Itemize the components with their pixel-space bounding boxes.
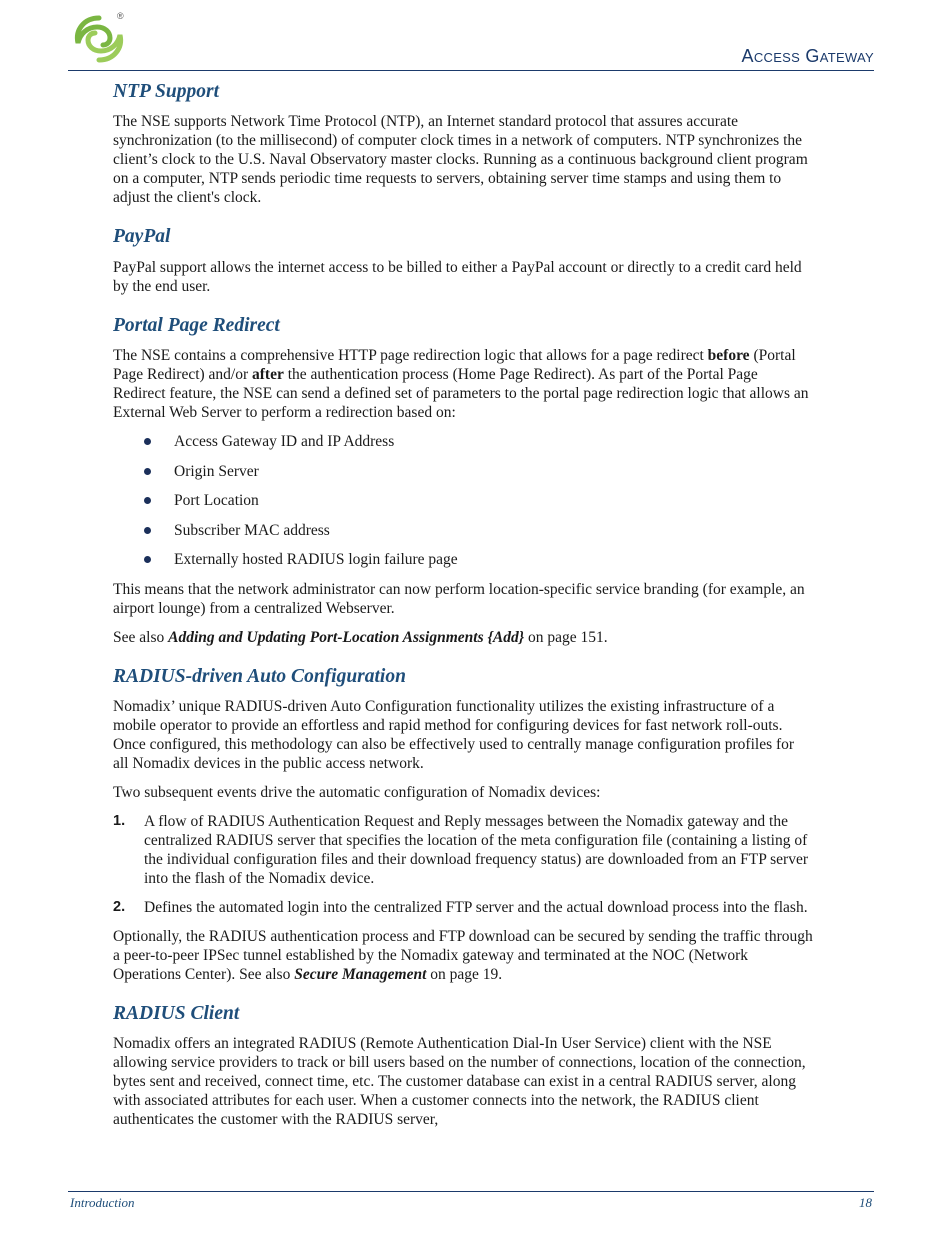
- cross-reference-link[interactable]: Secure Management: [294, 966, 427, 984]
- list-item: [113, 491, 813, 510]
- section-paypal: [113, 225, 813, 295]
- text-run: (Portal Page Redirect) and/or: [113, 347, 796, 384]
- list-item-text: Externally hosted RADIUS login failure page: [174, 551, 458, 569]
- section-heading: RADIUS Client: [113, 1003, 240, 1025]
- section-heading: Portal Page Redirect: [113, 314, 280, 336]
- list-item-text: A flow of RADIUS Authentication Request and Reply messages between the Nomadix gateway and the centralized RADIUS server that specifies the location of the meta configuration file (containing a listing of the individual configuration files and their download frequency status) are downloaded from an FTP server into the flash of the Nomadix device.: [144, 813, 809, 888]
- text-run: on page 19.: [426, 966, 503, 984]
- registered-mark: ®: [117, 11, 124, 21]
- list-item-text: Subscriber MAC address: [174, 521, 330, 539]
- list-item-text: Port Location: [174, 492, 259, 510]
- see-also-paragraph: [113, 628, 813, 647]
- header-title: Access Gateway: [741, 46, 874, 66]
- section-heading: PayPal: [113, 226, 171, 248]
- footer-chapter-label: Introduction: [70, 1195, 135, 1210]
- section-radius-auto-configuration: [113, 665, 813, 984]
- text-run: the authentication process (Home Page Redirect). As part of the Portal Page Redirect feature, the NSE can send a defined set of parameters to the portal page redirection logic that allows an External Web Server to perform a redirection based on:: [113, 366, 809, 422]
- section-heading: NTP Support: [113, 81, 220, 102]
- list-item: [113, 898, 813, 917]
- list-item: [113, 812, 813, 888]
- bullet-icon: [144, 468, 151, 475]
- page-number: 18: [859, 1195, 872, 1210]
- bold-term-after: after: [252, 366, 284, 384]
- list-item-text: Origin Server: [174, 462, 259, 480]
- section-portal-page-redirect: [113, 314, 813, 647]
- page-content: [113, 80, 813, 1147]
- text-run: See also: [113, 628, 169, 646]
- paragraph: [113, 346, 813, 422]
- bold-term-before: before: [707, 347, 750, 365]
- paragraph: PayPal support allows the internet access to be billed to either a PayPal account or directly to a credit card held by the end user.: [113, 258, 802, 295]
- list-number: 2.: [113, 899, 126, 916]
- section-heading: RADIUS-driven Auto Configuration: [113, 665, 406, 687]
- section-radius-client: [113, 1002, 813, 1129]
- bullet-list: [113, 432, 813, 569]
- list-item: [113, 432, 813, 451]
- bullet-icon: [144, 527, 151, 534]
- paragraph: Nomadix offers an integrated RADIUS (Remote Authentication Dial-In User Service) client with the NSE allowing service providers to track or bill users based on the number of connections, location of the connection, bytes sent and received, connect time, etc. The customer database can exist in a central RADIUS server, along with associated attributes for each user. When a customer connects into the network, the RADIUS client authenticates the customer with the RADIUS server,: [113, 1035, 806, 1129]
- header-divider: [68, 70, 874, 71]
- list-number: 1.: [113, 813, 126, 830]
- paragraph: [113, 927, 813, 984]
- footer-divider: [68, 1191, 874, 1192]
- paragraph: This means that the network administrator can now perform location-specific service branding (for example, an airport lounge) from a centralized Webserver.: [113, 580, 805, 617]
- numbered-list: [113, 812, 813, 917]
- text-run: Optionally, the RADIUS authentication process and FTP download can be secured by sending the traffic through a peer-to-peer IPSec tunnel established by the Nomadix gateway and terminated at the NOC (Network Operations Center). See also: [113, 928, 813, 984]
- text-run: on page 151.: [524, 628, 608, 646]
- list-item-text: Defines the automated login into the centralized FTP server and the actual download process into the flash.: [144, 899, 808, 917]
- text-run: The NSE contains a comprehensive HTTP page redirection logic that allows for a page redirect: [113, 347, 708, 365]
- bullet-icon: [144, 438, 151, 445]
- paragraph: Nomadix’ unique RADIUS-driven Auto Configuration functionality utilizes the existing infrastructure of a mobile operator to provide an effortless and rapid method for configuring devices for fast network roll-outs. Once configured, this methodology can also be effectively used to centrally manage configuration profiles for all Nomadix devices in the public access network.: [113, 698, 795, 773]
- list-item: [113, 550, 813, 569]
- paragraph: The NSE supports Network Time Protocol (NTP), an Internet standard protocol that assures accurate synchronization (to the millisecond) of computer clock times in a network of computers. NTP synchronizes the client’s clock to the U.S. Naval Observatory master clocks. Running as a continuous background client program on a computer, NTP sends periodic time requests to servers, obtaining server time stamps and using them to adjust the client's clock.: [113, 113, 808, 207]
- list-item: [113, 462, 813, 481]
- list-item-text: Access Gateway ID and IP Address: [174, 433, 395, 451]
- section-ntp-support: [113, 80, 813, 207]
- bullet-icon: [144, 497, 151, 504]
- cross-reference-link[interactable]: Adding and Updating Port-Location Assignments {Add}: [168, 628, 525, 646]
- list-item: [113, 521, 813, 540]
- paragraph: Two subsequent events drive the automatic configuration of Nomadix devices:: [113, 784, 601, 802]
- bullet-icon: [144, 556, 151, 563]
